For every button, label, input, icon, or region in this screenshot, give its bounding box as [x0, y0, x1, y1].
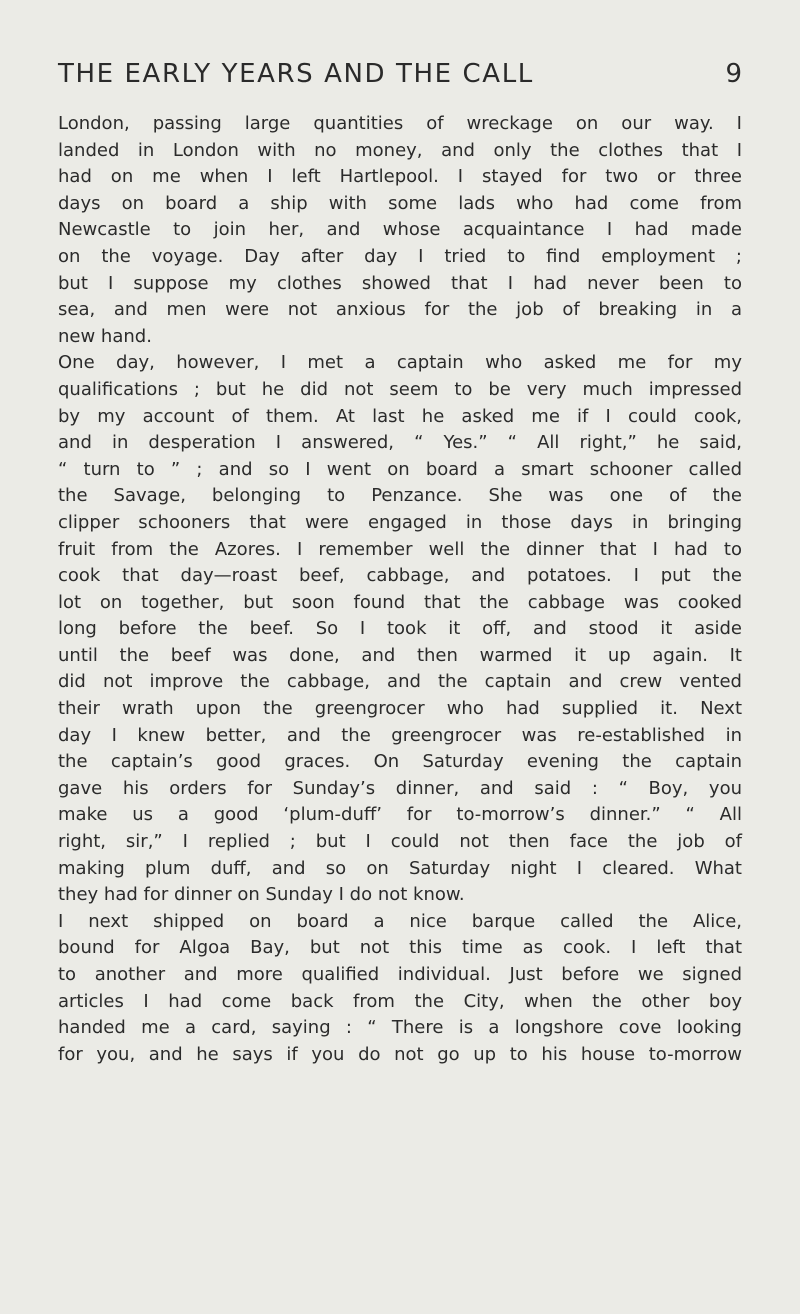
- text-line: qualifications ; but he did not seem to be very much impressed: [58, 378, 742, 400]
- text-line: “ turn to ” ; and so I went on board a smart schooner called: [58, 458, 742, 480]
- text-line: and in desperation I answered, “ Yes.” “ All right,” he said,: [58, 432, 742, 454]
- text-line: for you, and he says if you do not go up to his house to-morrow: [58, 1043, 742, 1065]
- text-line: to another and more qualified individual. Just before we signed: [58, 964, 742, 985]
- body-text: [58, 111, 742, 1068]
- text-line: making plum duff, and so on Saturday night I cleared. What: [58, 857, 742, 879]
- text-line: handed me a card, saying : “ There is a longshore cove looking: [58, 1017, 742, 1039]
- text-line: fruit from the Azores. I remember well the dinner that I had to: [58, 538, 742, 560]
- text-line: had on me when I left Hartlepool. I stayed for two or three: [58, 166, 742, 188]
- text-line: their wrath upon the greengrocer who had supplied it. Next: [58, 698, 742, 720]
- page-number: 9: [725, 59, 742, 89]
- text-line: did not improve the cabbage, and the captain and crew vented: [58, 671, 742, 693]
- text-line: landed in London with no money, and only the clothes that I: [58, 139, 742, 161]
- text-line: cook that day—roast beef, cabbage, and potatoes. I put the: [58, 565, 742, 587]
- text-line: I next shipped on board a nice barque called the Alice,: [58, 910, 742, 932]
- text-line: sea, and men were not anxious for the job of breaking in a: [58, 299, 742, 321]
- text-line: days on board a ship with some lads who had come from: [58, 192, 742, 214]
- text-line: One day, however, I met a captain who asked me for my: [58, 352, 742, 374]
- text-line: clipper schooners that were engaged in those days in bringing: [58, 511, 742, 533]
- text-line: long before the beef. So I took it off, and stood it aside: [58, 618, 742, 640]
- text-line: but I suppose my clothes showed that I had never been to: [58, 272, 742, 294]
- text-line: they had for dinner on Sunday I do not know.: [58, 884, 465, 906]
- running-head: [58, 58, 742, 98]
- text-line: London, passing large quantities of wreckage on our way. I: [58, 113, 742, 134]
- text-line: bound for Algoa Bay, but not this time as cook. I left that: [58, 937, 742, 959]
- text-line: the Savage, belonging to Penzance. She was one of the: [58, 485, 742, 507]
- text-line: gave his orders for Sunday’s dinner, and said : “ Boy, you: [58, 777, 742, 799]
- text-line: on the voyage. Day after day I tried to find employment ;: [58, 245, 742, 267]
- text-line: right, sir,” I replied ; but I could not then face the job of: [58, 831, 742, 853]
- text-line: by my account of them. At last he asked me if I could cook,: [58, 405, 742, 427]
- text-line: make us a good ‘plum-duff’ for to-morrow’s dinner.” “ All: [58, 804, 742, 826]
- text-line: new hand.: [58, 325, 152, 347]
- text-line: the captain’s good graces. On Saturday evening the captain: [58, 751, 742, 773]
- text-line: day I knew better, and the greengrocer was re-established in: [58, 724, 742, 746]
- text-line: lot on together, but soon found that the cabbage was cooked: [58, 591, 742, 613]
- text-line: articles I had come back from the City, when the other boy: [58, 990, 742, 1012]
- text-line: until the beef was done, and then warmed it up again. It: [58, 644, 742, 666]
- text-line: Newcastle to join her, and whose acquaintance I had made: [58, 219, 742, 241]
- running-title: THE EARLY YEARS AND THE CALL: [58, 59, 534, 89]
